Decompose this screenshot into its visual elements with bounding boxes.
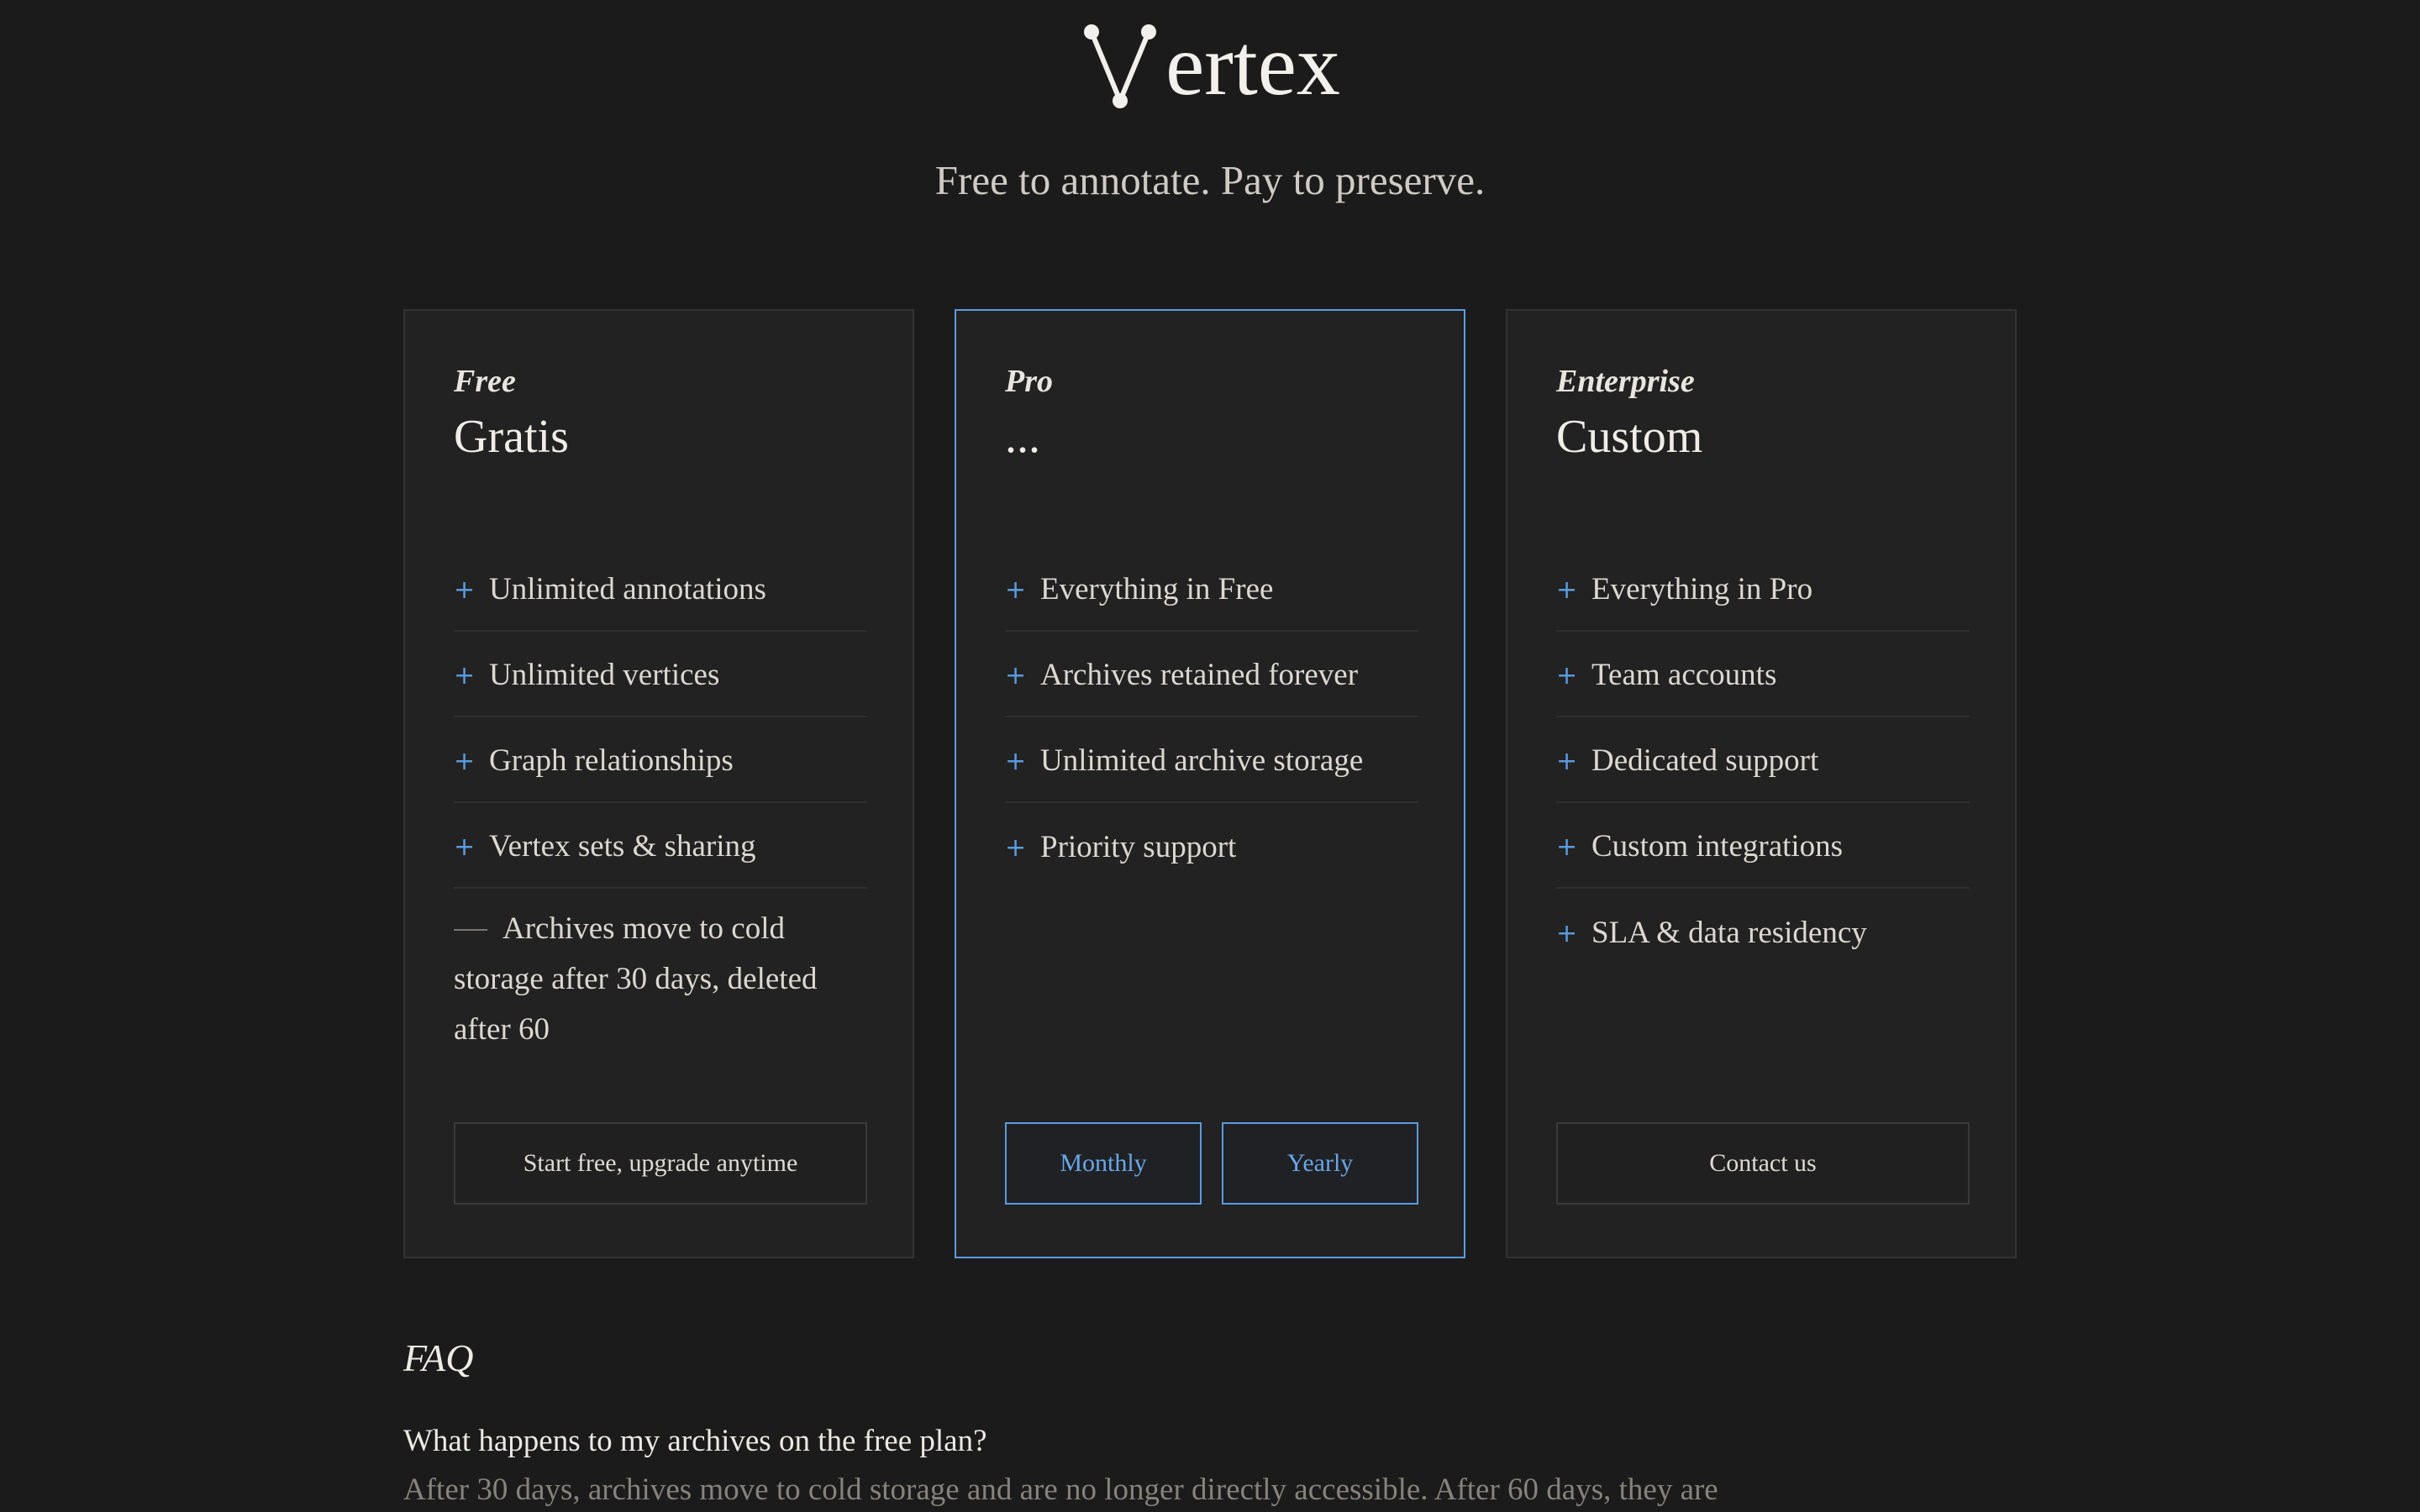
feature-item [1005,805,1418,889]
plus-icon: + [454,832,476,862]
plus-icon: + [1556,575,1578,605]
feature-list [1005,546,1418,889]
feature-item [454,719,867,803]
plan-name: Enterprise [1556,364,1695,399]
feature-item [1556,633,1970,717]
plus-icon: + [1556,918,1578,948]
dash-icon [454,929,487,931]
plan-card-enterprise [1506,309,2017,1258]
feature-item [1005,633,1418,717]
yearly-button[interactable]: Yearly [1222,1122,1418,1205]
feature-label: Everything in Pro [1591,571,1813,606]
plan-name: Free [454,364,516,399]
start-free-button[interactable]: Start free, upgrade anytime [454,1122,867,1205]
feature-item [1556,890,1970,974]
feature-item [454,548,867,632]
feature-item [454,633,867,717]
faq-heading: FAQ [403,1336,474,1379]
plus-icon: + [1556,832,1578,862]
feature-label: Archives retained forever [1040,657,1359,692]
plus-icon: + [1005,575,1027,605]
plan-price: Custom [1556,411,1703,463]
plus-icon: + [1556,746,1578,776]
feature-label: Vertex sets & sharing [489,828,756,864]
feature-item [1556,719,1970,803]
plus-icon: + [1005,660,1027,690]
plus-icon: + [454,575,476,605]
feature-item [454,805,867,889]
pricing-plans [403,309,2017,1258]
feature-label: Unlimited archive storage [1040,743,1364,778]
feature-label: SLA & data residency [1591,915,1867,950]
plus-icon: + [1556,660,1578,690]
plus-icon: + [454,746,476,776]
tagline: Free to annotate. Pay to preserve. [934,157,1486,203]
contact-us-button[interactable]: Contact us [1556,1122,1970,1205]
plan-name: Pro [1005,364,1053,399]
plus-icon: + [454,660,476,690]
feature-label: Unlimited annotations [489,571,766,606]
monthly-button[interactable]: Monthly [1005,1122,1202,1205]
faq-answer: After 30 days, archives move to cold storage and are no longer directly accessible. After 60 days, they are [403,1473,1718,1507]
feature-label: Priority support [1040,829,1237,864]
feature-label: Custom integrations [1591,828,1844,864]
feature-label: Dedicated support [1591,743,1819,778]
feature-list [1556,546,1970,974]
brand-logo[interactable] [0,18,2420,113]
plan-card-pro [955,309,1465,1258]
plus-icon: + [1005,832,1027,863]
feature-item [1005,719,1418,803]
brand-name: ertex [1165,17,1340,113]
feature-item [1005,548,1418,632]
feature-limitation [454,904,867,1055]
feature-item [1556,548,1970,632]
feature-label: Unlimited vertices [489,657,720,692]
feature-label: Everything in Free [1040,571,1274,606]
feature-label: Team accounts [1591,657,1777,692]
plus-icon: + [1005,746,1027,776]
faq-question: What happens to my archives on the free plan? [403,1424,987,1458]
feature-label: Graph relationships [489,743,734,778]
vertex-logo-icon [1080,18,1160,113]
limitation-label: Archives move to cold storage after 30 days, deleted after 60 [454,911,818,1047]
plan-price: Gratis [454,411,569,463]
feature-item [1556,805,1970,889]
plan-card-free [403,309,914,1258]
plan-price: ... [1005,411,1040,463]
feature-list [454,546,867,1055]
billing-buttons [1005,1122,1418,1205]
